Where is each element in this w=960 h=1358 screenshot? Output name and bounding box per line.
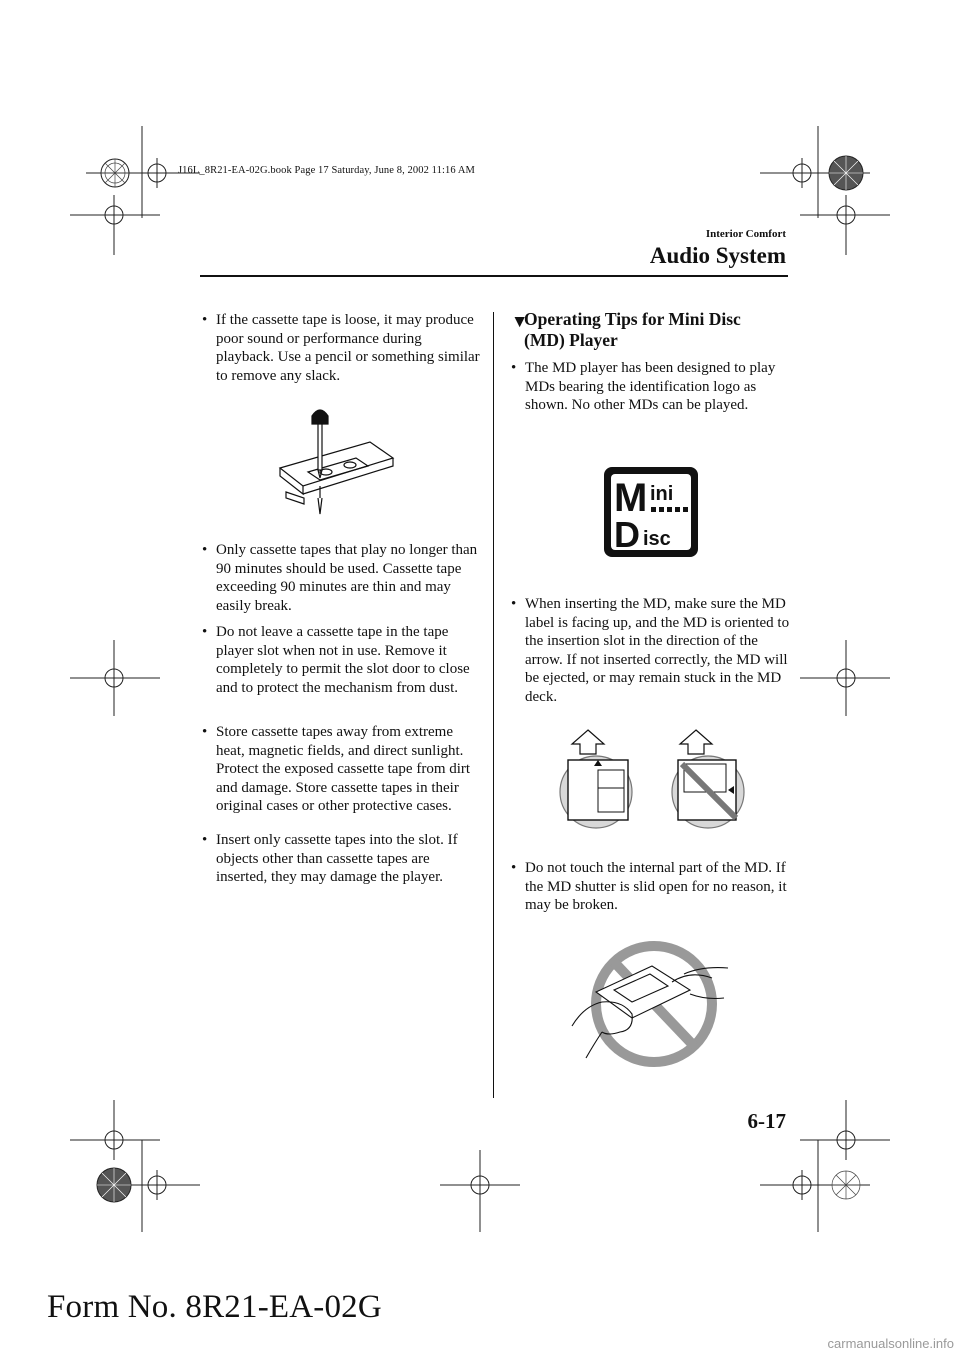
- logo-letter-d: D: [614, 514, 640, 555]
- bullet-item: [511, 595, 791, 706]
- bullet-text: Do not leave a cassette tape in the tape player slot when not in use. Remove it completely to permit the slot door to close and to protect the mechanism from dust.: [216, 624, 470, 696]
- logo-letters-isc: isc: [643, 528, 671, 550]
- bullet-icon: •: [202, 724, 208, 740]
- bullet-icon: •: [202, 312, 208, 328]
- column-divider: [493, 312, 494, 1098]
- header-rule: [200, 275, 788, 277]
- bullet-item: [202, 311, 480, 385]
- md-no-touch-illustration: [572, 940, 732, 1068]
- logo-letter-m: M: [614, 476, 648, 520]
- logo-letters-ini: ini: [650, 483, 674, 505]
- section-label: Interior Comfort: [705, 228, 786, 240]
- heading-line-1: Operating Tips for Mini Disc: [524, 309, 741, 329]
- form-number: Form No. 8R21-EA-02G: [47, 1289, 382, 1325]
- bullet-text: If the cassette tape is loose, it may produce poor sound or performance during playback. Use a pencil or something similar to remove any slack.: [216, 312, 480, 384]
- triangle-marker-icon: ▼: [511, 311, 529, 331]
- section-title: Audio System: [649, 243, 786, 268]
- bullet-item: [511, 359, 791, 415]
- watermark: carmanualsonline.info: [827, 1336, 954, 1351]
- bullet-item: [202, 723, 480, 816]
- bullet-text: When inserting the MD, make sure the MD label is facing up, and the MD is oriented to the insertion slot in the direction of the arrow. If not inserted correctly, the MD will be ejected, or may remain stuck in the MD deck.: [525, 596, 790, 705]
- bullet-icon: •: [511, 860, 517, 876]
- bullet-icon: •: [202, 832, 208, 848]
- bullet-text: Store cassette tapes away from extreme heat, magnetic fields, and direct sunlight. Protect the exposed cassette tape from dirt and damage. Store cassette tapes in their original cases or other protective cases.: [216, 724, 471, 814]
- bullet-icon: •: [202, 542, 208, 558]
- bullet-item: [202, 831, 480, 887]
- page-number: 6-17: [747, 1109, 786, 1133]
- md-insertion-diagram: [558, 728, 748, 838]
- bullet-text: Insert only cassette tapes into the slot. If objects other than cassette tapes are inserted, they may damage the player.: [216, 832, 458, 885]
- bullet-item: [511, 859, 791, 915]
- bullet-item: [202, 623, 480, 697]
- bullet-icon: •: [202, 624, 208, 640]
- bullet-item: [202, 541, 480, 615]
- book-info: J16L_8R21-EA-02G.book Page 17 Saturday, June 8, 2002 11:16 AM: [178, 165, 475, 176]
- cassette-pencil-illustration: [278, 410, 398, 520]
- bullet-icon: •: [511, 596, 517, 612]
- minidisc-logo: [603, 466, 699, 558]
- subsection-heading: [511, 309, 791, 351]
- heading-line-2: (MD) Player: [524, 330, 618, 350]
- bullet-text: Do not touch the internal part of the MD. If the MD shutter is slid open for no reason, it may be broken.: [525, 860, 787, 913]
- bullet-text: Only cassette tapes that play no longer than 90 minutes should be used. Cassette tape exceeding 90 minutes are thin and may easily break.: [216, 542, 478, 614]
- bullet-icon: •: [511, 360, 517, 376]
- registration-target: [142, 158, 172, 188]
- bullet-text: The MD player has been designed to play MDs bearing the identification logo as shown. No other MDs can be played.: [525, 360, 776, 413]
